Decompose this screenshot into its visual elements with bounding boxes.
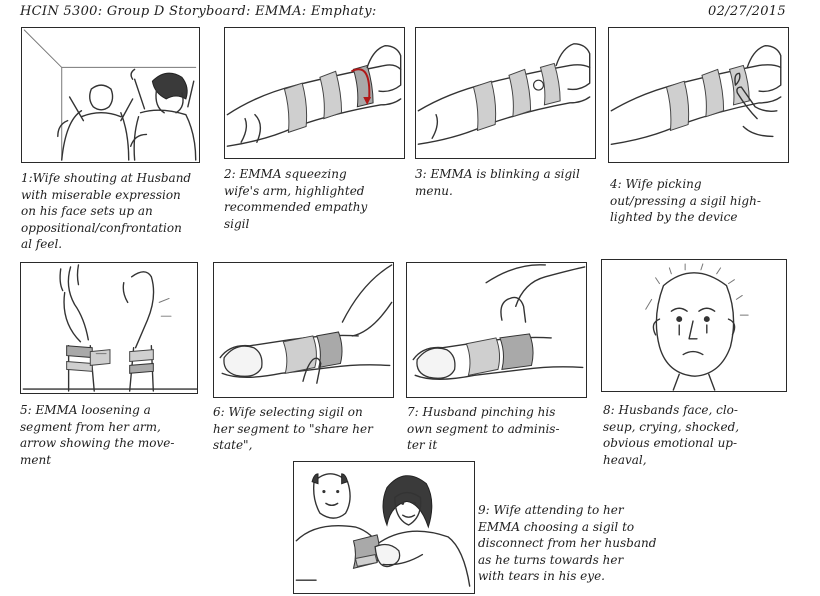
panel-7-caption: 7: Husband pinching his own segment to adminis- ter it (407, 405, 560, 452)
panel-2-sketch (224, 27, 405, 159)
panel-4-sketch (608, 27, 789, 163)
panel-8-caption: 8: Husbands face, clo- seup, crying, shocked, obvious emotional up- heaval, (603, 403, 740, 467)
panel-3-sketch (415, 27, 596, 159)
panel-6-caption: 6: Wife selecting sigil on her segment to "share her state", (213, 405, 373, 452)
panel-5-sketch (20, 262, 198, 394)
panel-6-sketch (213, 262, 394, 398)
panel-3-caption: 3: EMMA is blinking a sigil menu. (415, 167, 580, 198)
panel-8-sketch (601, 259, 787, 392)
panel-1-caption: 1:Wife shouting at Husband with miserable expression on his face sets up an oppositional/confrontation al feel. (21, 171, 192, 251)
panel-4-caption: 4: Wife picking out/pressing a sigil high- lighted by the device (610, 177, 761, 224)
panel-7-sketch (406, 262, 587, 398)
panel-1-sketch (21, 27, 200, 163)
panel-9-sketch (293, 461, 475, 594)
storyboard-title: HCIN 5300: Group D Storyboard: EMMA: Emphaty: (20, 4, 377, 19)
panel-2-caption: 2: EMMA squeezing wife's arm, highlighted recommended empathy sigil (224, 167, 368, 231)
panel-5-caption: 5: EMMA loosening a segment from her arm, arrow showing the move- ment (20, 403, 175, 467)
panel-9-caption: 9: Wife attending to her EMMA choosing a sigil to disconnect from her husband as he turns towards her with tears in his eye. (478, 503, 657, 583)
storyboard-date: 02/27/2015 (708, 4, 786, 19)
